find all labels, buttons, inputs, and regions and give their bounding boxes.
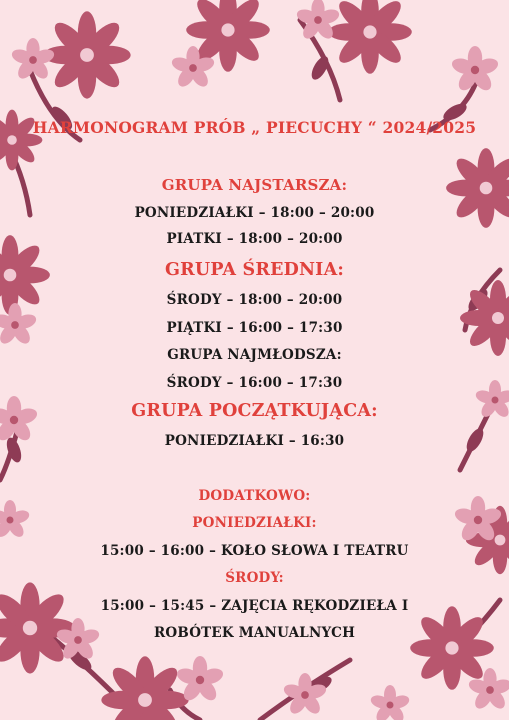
poster-title: HARMONOGRAM PRÓB „ PIECUCHY “ 2024/2025 xyxy=(32,118,477,137)
group-youngest-heading: GRUPA NAJMŁODSZA: xyxy=(167,347,342,363)
extra-monday-item: 15:00 – 16:00 – KOŁO SŁOWA I TEATRU xyxy=(100,543,409,559)
group-beginner-heading: GRUPA POCZĄTKUJĄCA: xyxy=(131,401,378,421)
extra-monday-heading: PONIEDZIAŁKI: xyxy=(192,515,317,531)
group-oldest-heading: GRUPA NAJSTARSZA: xyxy=(161,176,348,194)
extra-wednesday-item-line2: ROBÓTEK MANUALNYCH xyxy=(153,625,356,641)
extra-heading: DODATKOWO: xyxy=(198,488,311,504)
group-oldest-monday: PONIEDZIAŁKI – 18:00 – 20:00 xyxy=(134,205,375,221)
group-beginner-monday: PONIEDZIAŁKI – 16:30 xyxy=(164,433,345,449)
group-middle-heading: GRUPA ŚREDNIA: xyxy=(164,260,345,280)
group-youngest-wednesday: ŚRODY – 16:00 – 17:30 xyxy=(166,375,343,391)
group-oldest-friday: PIATKI – 18:00 – 20:00 xyxy=(166,231,343,247)
group-middle-wednesday: ŚRODY – 18:00 – 20:00 xyxy=(166,292,343,308)
group-middle-friday: PIĄTKI – 16:00 – 17:30 xyxy=(166,320,343,336)
extra-wednesday-heading: ŚRODY: xyxy=(225,570,284,586)
extra-wednesday-item-line1: 15:00 – 15:45 – ZAJĘCIA RĘKODZIEŁA I xyxy=(100,598,409,614)
